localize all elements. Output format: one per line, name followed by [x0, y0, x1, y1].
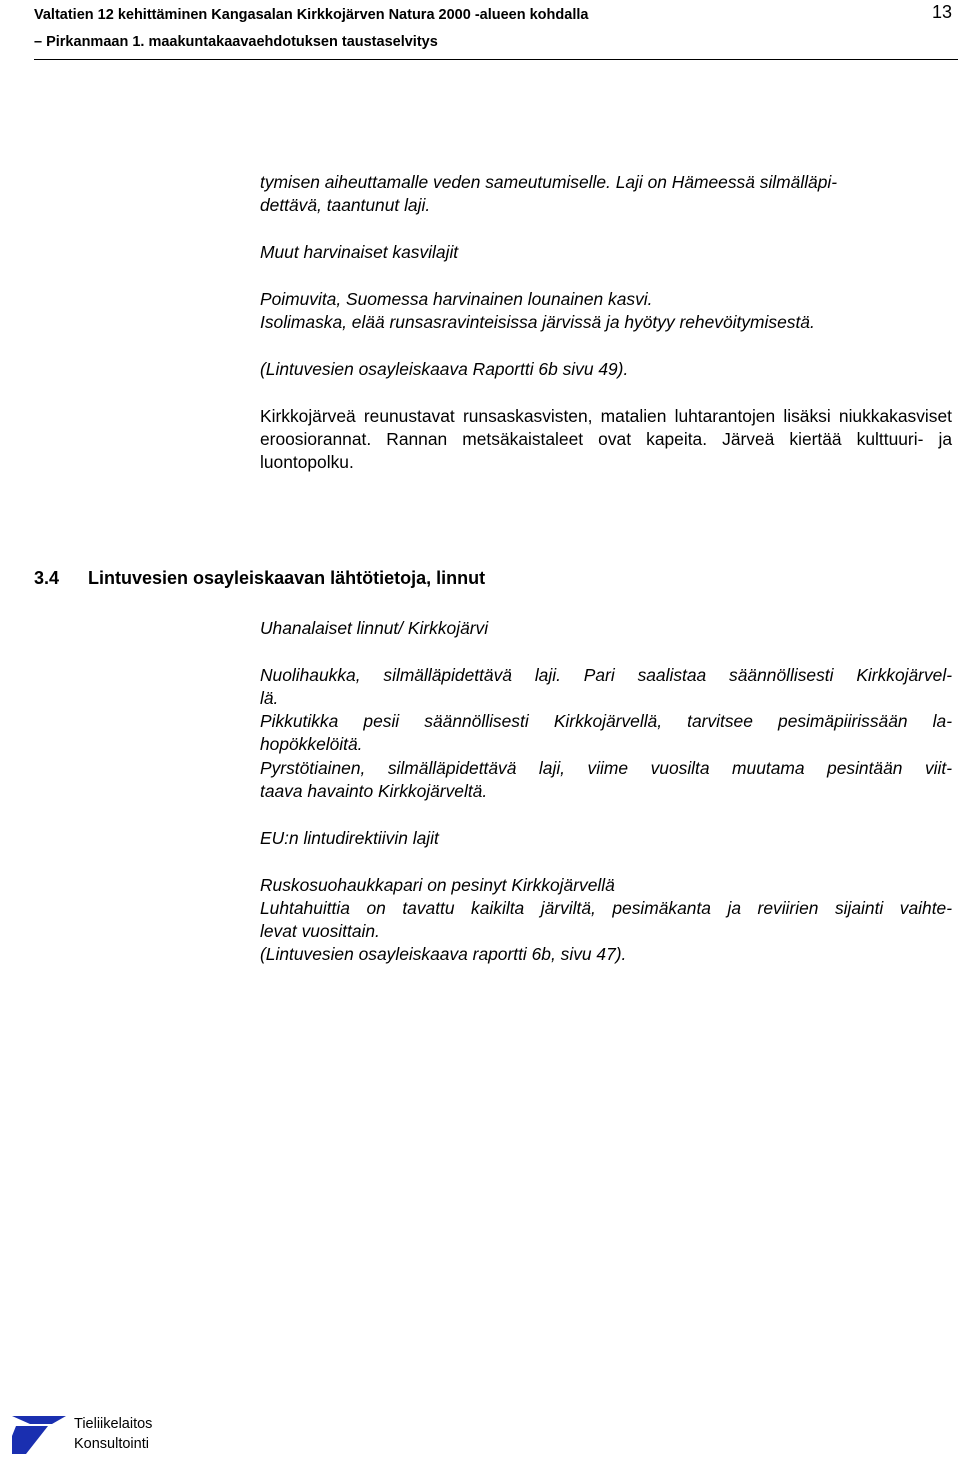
section-heading: [34, 568, 485, 589]
eu-item-1: Ruskosuohaukkapari on pesinyt Kirkkojärvellä: [260, 875, 615, 895]
bird-item-2: Pikkutikka pesii säännöllisesti Kirkkojärvellä, tarvitsee pesimäpiirissään la- hopökkelöitä.: [260, 711, 952, 754]
bird-item-3: Pyrstötiainen, silmälläpidettävä laji, viime vuosilta muutama pesintään viit- taava havainto Kirkkojärveltä.: [260, 758, 952, 801]
plant-item-1: Poimuvita, Suomessa harvinainen lounainen kasvi.: [260, 289, 653, 309]
plant-item-2: Isolimaska, elää runsasravinteisissa järvissä ja hyötyy rehevöitymisestä.: [260, 312, 815, 332]
reference-1: (Lintuvesien osayleiskaava Raportti 6b sivu 49).: [260, 359, 629, 379]
page-number: 13: [931, 2, 952, 22]
intro-text: tymisen aiheuttamalle veden sameutumiselle. Laji on Hämeessä silmälläpi- dettävä, taantunut laji.: [260, 172, 838, 215]
eu-item-2: Luhtahuittia on tavattu kaikilta järviltä, pesimäkanta ja reviirien sijainti vaihte- levat vuosittain.: [260, 898, 952, 941]
lake-description: Kirkkojärveä reunustavat runsaskasvisten, matalien luhtarantojen lisäksi niukkakasviset eroosiorannat. Rannan metsäkaistaleet ovat kapeita. Järveä kiertää kulttuuri- ja luontopolku.: [260, 406, 952, 472]
bird-item-1: Nuolihaukka, silmälläpidettävä laji. Pari saalistaa säännöllisesti Kirkkojärvel- lä.: [260, 665, 952, 708]
org-line-2: Konsultointi: [74, 1436, 149, 1452]
section-title: Lintuvesien osayleiskaavan lähtötietoja, linnut: [88, 568, 486, 588]
page-header: [34, 0, 958, 62]
birds-heading: Uhanalaiset linnut/ Kirkkojärvi: [260, 618, 489, 638]
org-line-1: Tieliikelaitos: [74, 1416, 153, 1432]
intro-paragraph: [260, 171, 952, 217]
header-divider: [34, 59, 958, 60]
section-number: 3.4: [34, 568, 60, 588]
header-subtitle: – Pirkanmaan 1. maakuntakaavaehdotuksen taustaselvitys: [34, 34, 438, 50]
rare-plants-heading: Muut harvinaiset kasvilajit: [260, 242, 459, 262]
page-footer: [12, 1412, 312, 1457]
org-name: [74, 1414, 152, 1454]
header-title: Valtatien 12 kehittäminen Kangasalan Kirkkojärven Natura 2000 -alueen kohdalla: [34, 7, 589, 23]
reference-2: (Lintuvesien osayleiskaava raportti 6b, sivu 47).: [260, 944, 627, 964]
eu-directive-heading: EU:n lintudirektiivin lajit: [260, 828, 439, 848]
tieliikelaitos-logo-icon: [12, 1414, 66, 1454]
